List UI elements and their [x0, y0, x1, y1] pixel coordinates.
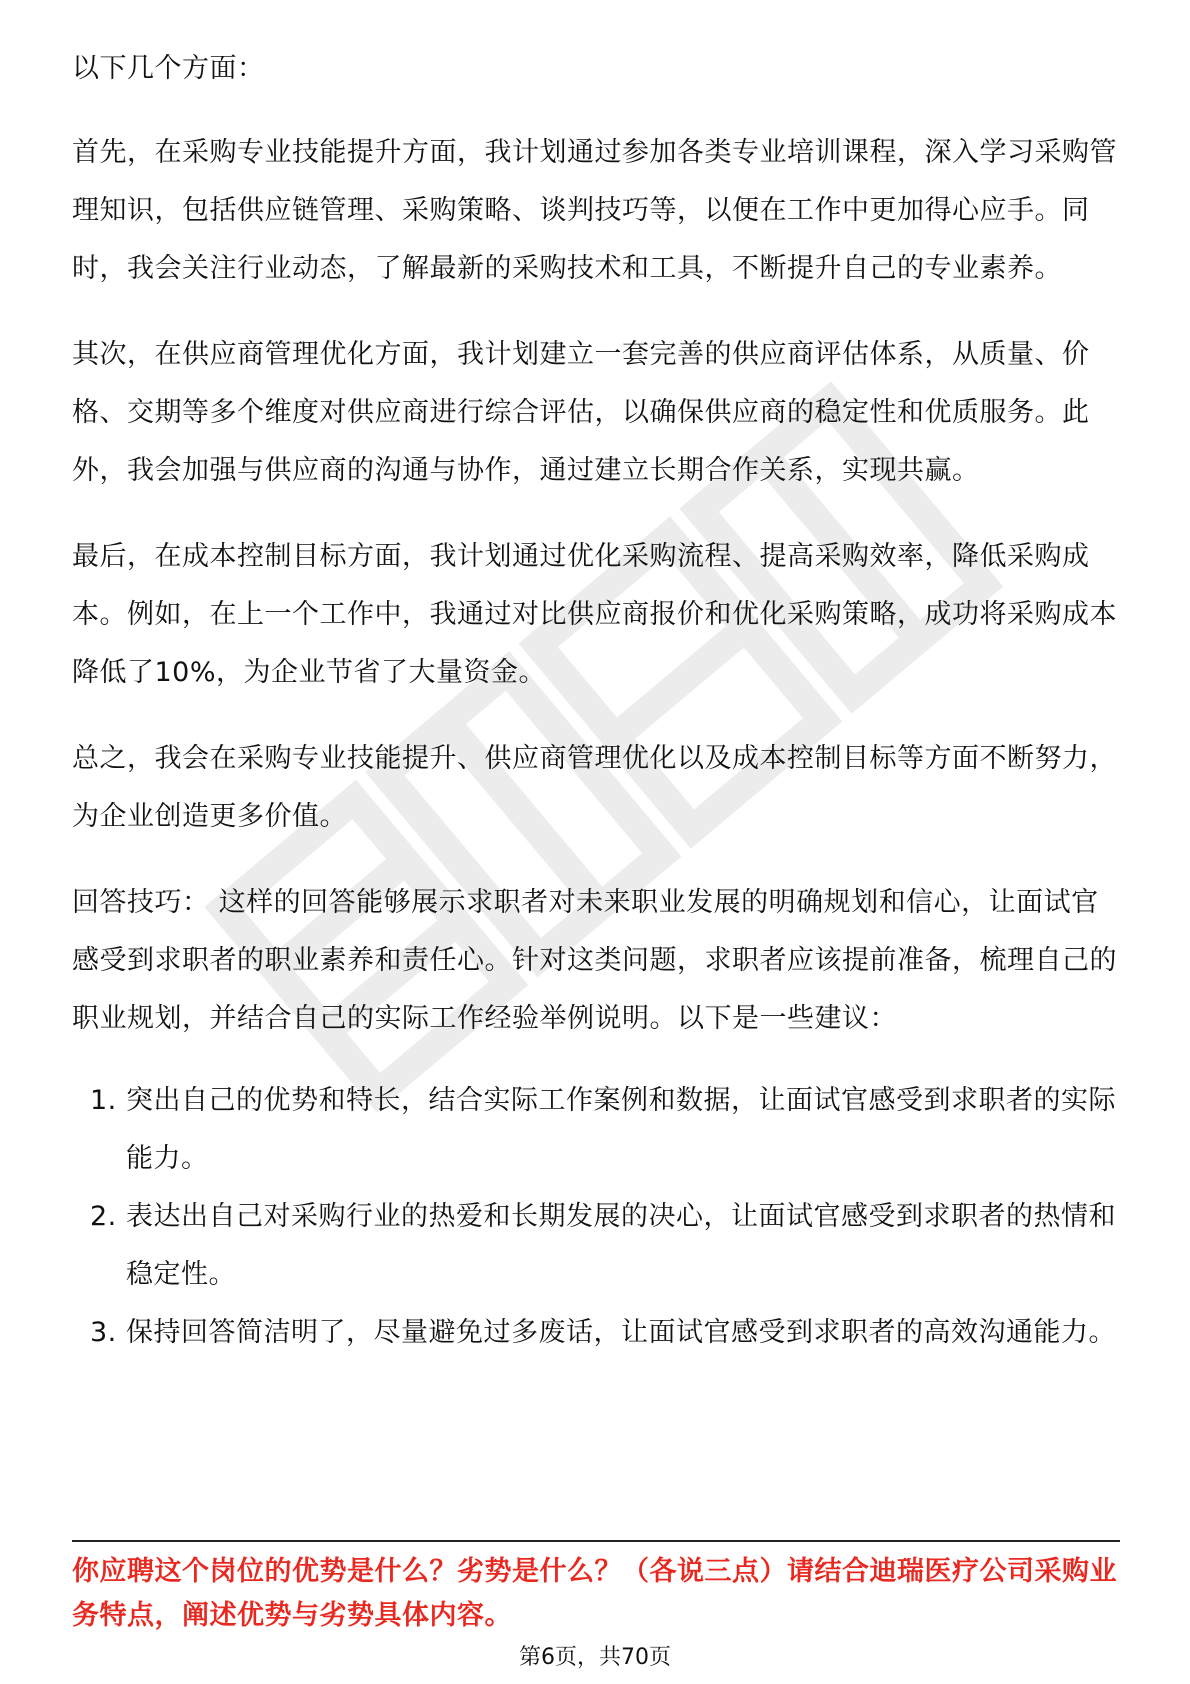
list-item-text: 突出自己的优势和特长，结合实际工作案例和数据，让面试官感受到求职者的实际能力。	[126, 1085, 1116, 1174]
list-item-number: 1.	[90, 1085, 117, 1116]
list-item-number: 3.	[90, 1317, 117, 1348]
next-question-heading: 你应聘这个岗位的优势是什么？劣势是什么？（各说三点）请结合迪瑞医疗公司采购业务特点，阐述优势与劣势具体内容。	[72, 1556, 1117, 1631]
answer-tip-paragraph: 回答技巧： 这样的回答能够展示求职者对未来职业发展的明确规划和信心，让面试官感受到求职者的职业素养和责任心。针对这类问题，求职者应该提前准备，梳理自己的职业规划，并结合自己的实际工作经验举例说明。以下是一些建议：	[72, 887, 1117, 1034]
main-content	[72, 40, 1120, 1362]
list-item	[72, 1188, 1120, 1304]
list-item-text: 表达出自己对采购行业的热爱和长期发展的决心，让面试官感受到求职者的热情和稳定性。	[126, 1201, 1116, 1290]
list-item	[72, 1304, 1120, 1362]
lead-paragraph: 以下几个方面：	[72, 53, 265, 84]
section-divider	[72, 1540, 1120, 1542]
list-item	[72, 1072, 1120, 1188]
cost-paragraph: 最后，在成本控制目标方面，我计划通过优化采购流程、提高采购效率，降低采购成本。例如，在上一个工作中，我通过对比供应商报价和优化采购策略，成功将采购成本降低了10%，为企业节省了大量资金。	[72, 541, 1117, 688]
skills-paragraph: 首先，在采购专业技能提升方面，我计划通过参加各类专业培训课程，深入学习采购管理知识，包括供应链管理、采购策略、谈判技巧等，以便在工作中更加得心应手。同时，我会关注行业动态，了解最新的采购技术和工具，不断提升自己的专业素养。	[72, 137, 1117, 284]
summary-paragraph: 总之，我会在采购专业技能提升、供应商管理优化以及成本控制目标等方面不断努力，为企业创造更多价值。	[72, 743, 1117, 832]
list-item-number: 2.	[90, 1201, 117, 1232]
suggestion-list	[72, 1072, 1120, 1362]
supplier-paragraph: 其次，在供应商管理优化方面，我计划建立一套完善的供应商评估体系，从质量、价格、交期等多个维度对供应商进行综合评估，以确保供应商的稳定性和优质服务。此外，我会加强与供应商的沟通与协作，通过建立长期合作关系，实现共赢。	[72, 339, 1090, 486]
list-item-text: 保持回答简洁明了，尽量避免过多废话，让面试官感受到求职者的高效沟通能力。	[126, 1317, 1116, 1348]
page-footer: 第6页，共70页	[519, 1645, 671, 1670]
